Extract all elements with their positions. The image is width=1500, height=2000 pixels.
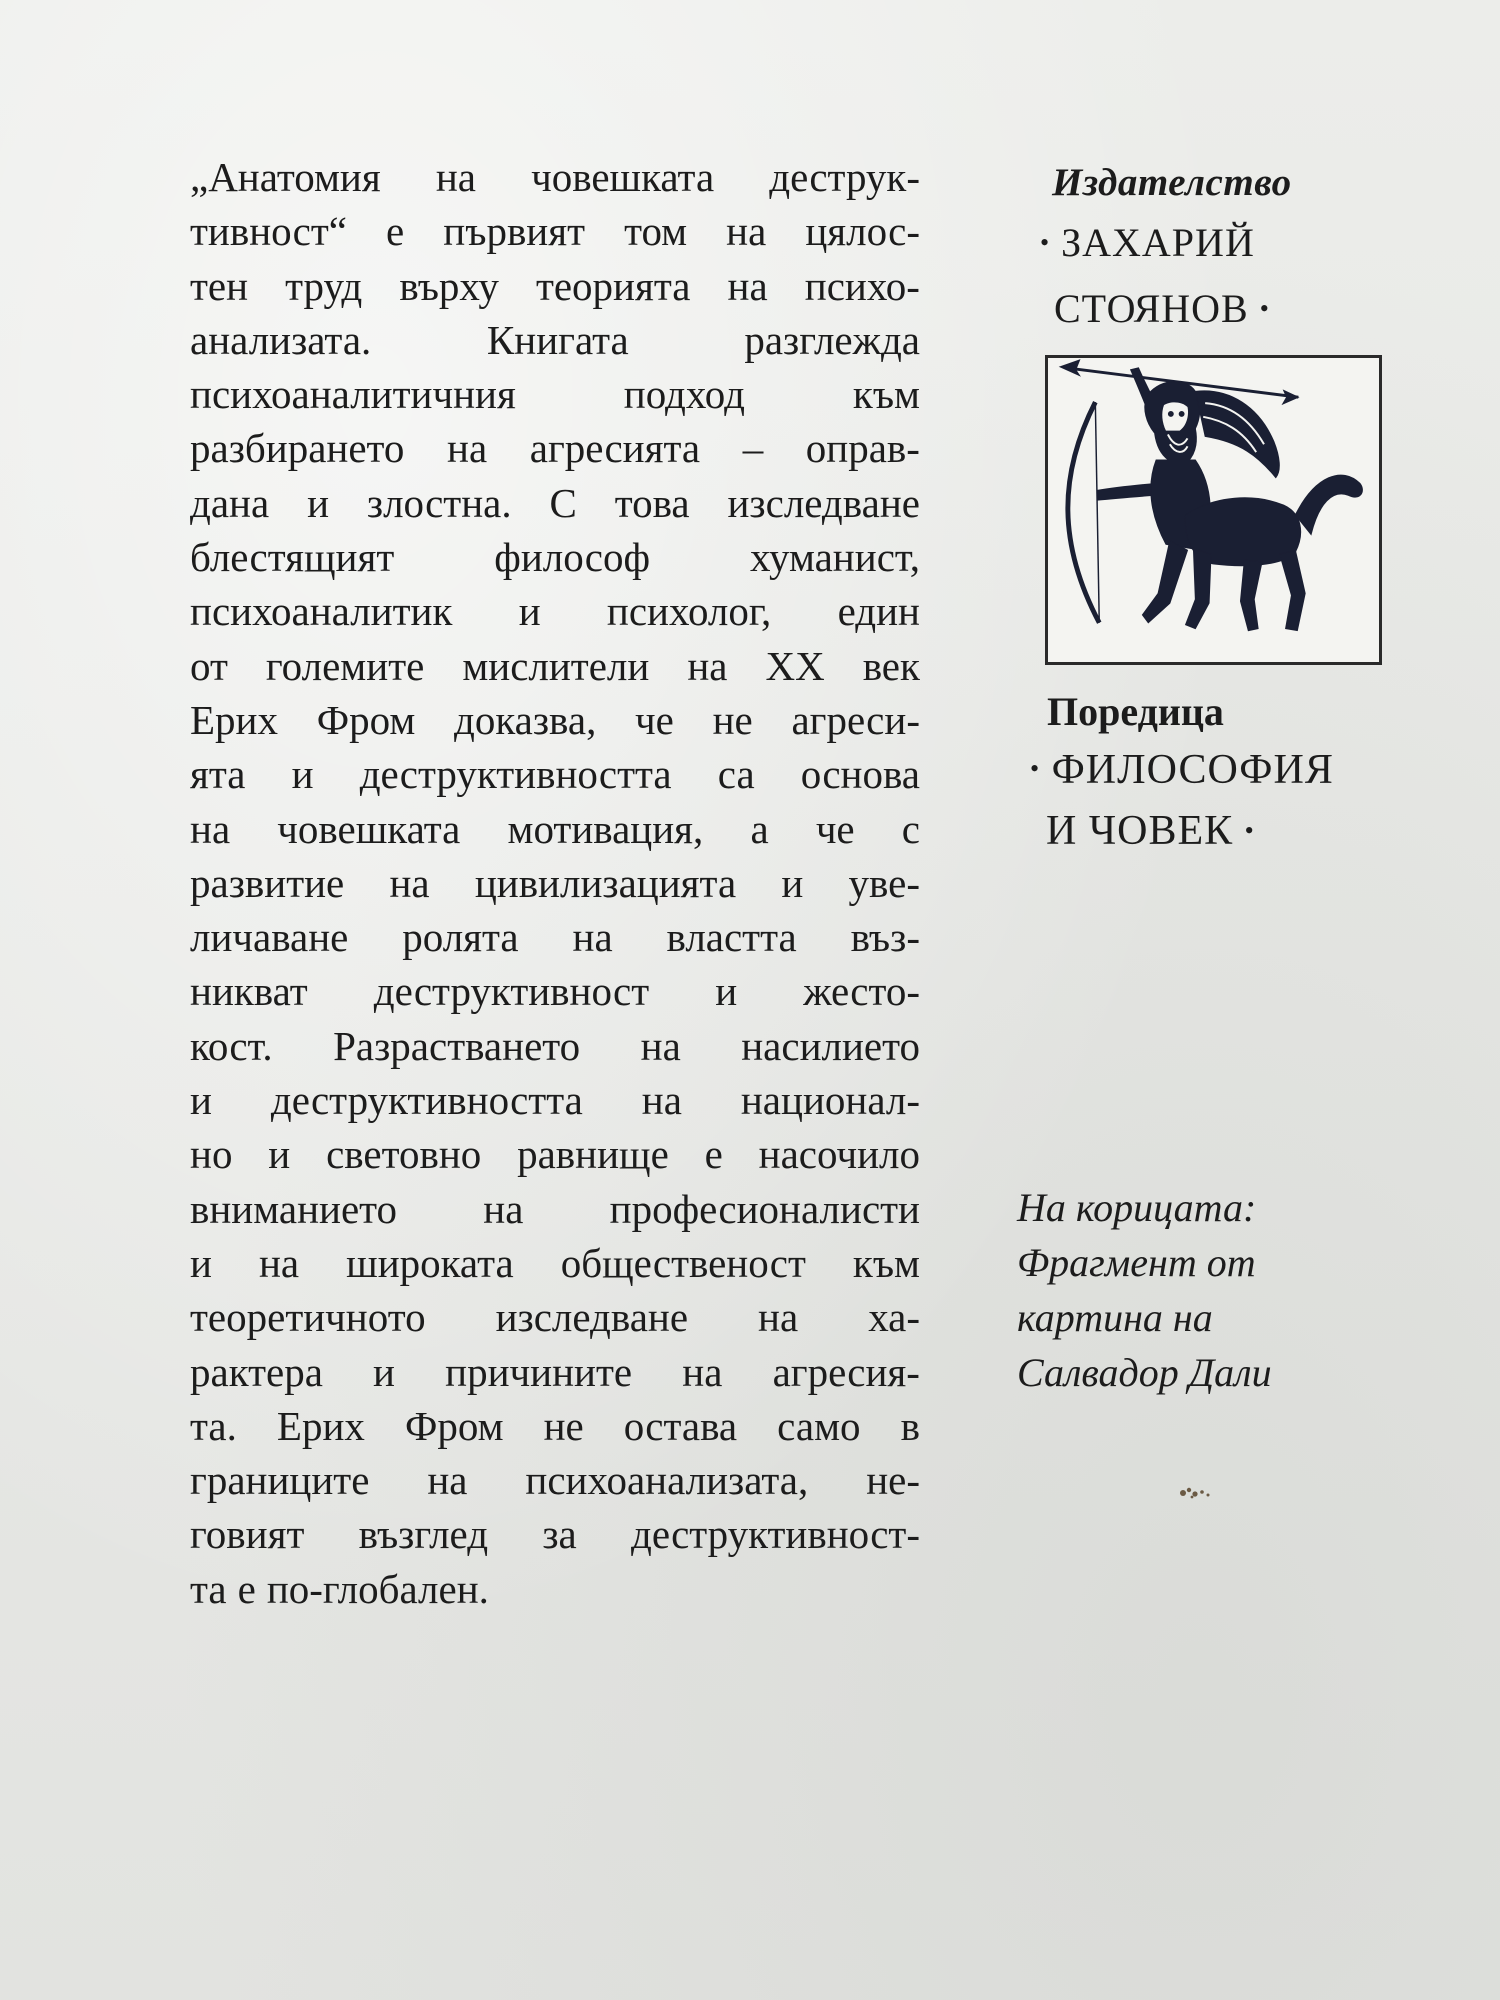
cover-credit xyxy=(1017,1180,1272,1400)
blurb-word: злостна. xyxy=(366,479,512,526)
blurb-word: на xyxy=(427,1457,468,1504)
blurb-word: по-глобален. xyxy=(266,1565,489,1612)
blurb-word: и xyxy=(781,859,804,906)
blurb-word: и xyxy=(373,1348,395,1395)
blurb-word: говият xyxy=(190,1511,305,1558)
blurb-word: жесто- xyxy=(803,968,920,1015)
blurb-word: тен xyxy=(190,262,249,309)
blurb-word: Фром xyxy=(316,696,416,743)
blurb-word: агреси- xyxy=(791,696,920,743)
bullet: • xyxy=(1244,815,1255,845)
blurb-word: ята xyxy=(190,751,246,798)
blurb-line xyxy=(190,1453,920,1507)
blurb-word: на xyxy=(572,914,613,961)
blurb-word: на xyxy=(727,262,768,309)
blurb-word: анализата. xyxy=(190,316,372,363)
blurb-word: Фром xyxy=(404,1402,504,1449)
blurb-word: са xyxy=(717,751,755,798)
blurb-word: та. xyxy=(190,1402,237,1449)
blurb-word: властта xyxy=(666,914,797,961)
blurb-line xyxy=(190,584,920,638)
blurb-word: на xyxy=(190,805,231,852)
blurb-word: на xyxy=(258,1239,300,1286)
blurb-word: насочило xyxy=(758,1131,920,1178)
blurb-line xyxy=(190,1127,920,1181)
blurb-word: Книгата xyxy=(486,316,629,363)
blurb-word: вниманието xyxy=(190,1185,398,1232)
blurb-word: не- xyxy=(866,1457,920,1504)
blurb-word: национал- xyxy=(740,1077,920,1124)
blurb-word: не xyxy=(712,696,753,743)
blurb-word: един xyxy=(837,588,920,635)
blurb-line xyxy=(190,204,920,258)
blurb-word: деструктивността xyxy=(359,751,672,798)
blurb-word: психо- xyxy=(804,262,920,309)
blurb-word: и xyxy=(715,968,738,1015)
blurb-word: само xyxy=(777,1402,861,1449)
blurb-word: с xyxy=(901,805,920,852)
blurb-word: възглед xyxy=(358,1511,489,1558)
blurb-word: „Анатомия xyxy=(190,154,381,200)
blurb-word: та xyxy=(190,1565,227,1612)
blurb-line xyxy=(190,964,920,1018)
blurb-word: агресия- xyxy=(772,1348,920,1395)
blurb-word: С xyxy=(549,479,577,526)
blurb-word: тивност“ xyxy=(190,208,347,255)
blurb-word: това xyxy=(614,479,690,526)
blurb-word: за xyxy=(542,1511,577,1558)
credit-line: Салвадор Дали xyxy=(1017,1350,1272,1395)
blurb-word: границите xyxy=(190,1457,370,1504)
series-name-line1: ФИЛОСОФИЯ xyxy=(1051,747,1334,793)
credit-line: Фрагмент от xyxy=(1017,1240,1256,1285)
blurb-word: уве- xyxy=(848,859,920,906)
blurb-word: мислители xyxy=(462,642,650,689)
blurb-line xyxy=(190,367,920,421)
blurb-word: причините xyxy=(445,1348,633,1395)
blurb-line xyxy=(190,313,920,367)
blurb-word: кост. xyxy=(190,1022,273,1069)
blurb-line xyxy=(190,693,920,747)
blurb-word: е xyxy=(386,208,405,255)
blurb-word: първият xyxy=(443,208,586,255)
blurb-word: ха- xyxy=(868,1294,920,1341)
blurb-word: том xyxy=(624,208,688,255)
blurb-word: на xyxy=(640,1022,681,1069)
blurb-word: Разрастването xyxy=(333,1022,581,1069)
blurb-line xyxy=(190,1345,920,1399)
blurb-word: изследване xyxy=(727,479,920,526)
publisher-label: Издателство xyxy=(1052,161,1292,204)
blurb-word: човешката xyxy=(277,805,461,852)
blurb-word: че xyxy=(635,696,674,743)
blurb-text xyxy=(190,150,920,1616)
blurb-word: труд xyxy=(285,262,363,309)
blurb-word: агресията xyxy=(529,425,701,472)
blurb-word: широката xyxy=(346,1239,514,1286)
blurb-word: но xyxy=(190,1131,233,1178)
series-name-line2: И ЧОВЕК xyxy=(1046,808,1234,855)
blurb-word: философ xyxy=(494,534,651,581)
blurb-word: големите xyxy=(265,642,425,689)
blurb-word: не xyxy=(543,1402,584,1449)
blurb-word: психолог, xyxy=(606,588,772,635)
blurb-word: мотивация, xyxy=(507,805,704,852)
blurb-word: ролята xyxy=(402,914,519,961)
blurb-word: насилието xyxy=(741,1022,920,1069)
blurb-word: – xyxy=(742,425,764,472)
blurb-word: човешката xyxy=(531,154,715,200)
blurb-word: а xyxy=(750,805,769,852)
blurb-line xyxy=(190,150,920,204)
blurb-word: на xyxy=(726,208,767,255)
blurb-word: и xyxy=(268,1131,291,1178)
blurb-word: оправ- xyxy=(805,425,920,472)
blurb-line xyxy=(190,1019,920,1073)
series-name xyxy=(1030,741,1334,864)
blurb-word: подход xyxy=(623,371,745,418)
blurb-word: и xyxy=(307,479,330,526)
blurb-word: деструктивността xyxy=(270,1077,583,1124)
blurb-word: развитие xyxy=(190,859,345,906)
blurb-word: разглежда xyxy=(744,316,920,363)
blurb-word: и xyxy=(518,588,541,635)
paper-speck xyxy=(1175,1483,1215,1503)
blurb-word: на xyxy=(435,154,476,200)
blurb-word: дана xyxy=(190,479,270,526)
blurb-word: психоаналитик xyxy=(190,588,453,635)
blurb-word: деструк- xyxy=(769,154,920,200)
blurb-word: въз- xyxy=(850,914,920,961)
blurb-word: че xyxy=(815,805,855,852)
blurb-word: хуманист, xyxy=(750,534,920,581)
centaur-archer-icon xyxy=(1045,355,1382,665)
blurb-word: на xyxy=(758,1294,799,1341)
blurb-word: е xyxy=(237,1565,256,1612)
blurb-word: световно xyxy=(326,1131,482,1178)
bullet: • xyxy=(1040,227,1051,257)
blurb-word: и xyxy=(291,751,314,798)
blurb-line xyxy=(190,1562,920,1616)
blurb-word: никват xyxy=(190,968,308,1015)
blurb-word: цялос- xyxy=(805,208,920,255)
blurb-line xyxy=(190,1290,920,1344)
blurb-word: остава xyxy=(623,1402,738,1449)
blurb-word: в xyxy=(900,1402,920,1449)
blurb-word: психоаналитичния xyxy=(190,371,516,418)
blurb-line xyxy=(190,259,920,313)
blurb-word: деструктивност- xyxy=(630,1511,920,1558)
blurb-word: на xyxy=(483,1185,524,1232)
blurb-word: личаване xyxy=(190,914,349,961)
blurb-line xyxy=(190,1507,920,1561)
credit-line: На корицата: xyxy=(1017,1185,1257,1230)
blurb-line xyxy=(190,910,920,964)
blurb-word: е xyxy=(704,1131,723,1178)
blurb-line xyxy=(190,530,920,584)
blurb-word: към xyxy=(852,371,920,418)
blurb-word: Ерих xyxy=(276,1402,365,1449)
blurb-word: цивилизацията xyxy=(474,859,737,906)
blurb-line xyxy=(190,1182,920,1236)
blurb-line xyxy=(190,1073,920,1127)
blurb-line xyxy=(190,802,920,856)
blurb-word: на xyxy=(682,1348,723,1395)
blurb-word: общественост xyxy=(560,1239,806,1286)
blurb-word: и xyxy=(190,1077,212,1124)
blurb-line xyxy=(190,747,920,801)
blurb-word: теорията xyxy=(535,262,691,309)
blurb-word: изследване xyxy=(495,1294,689,1341)
blurb-word: теоретичното xyxy=(190,1294,426,1341)
blurb-word: към xyxy=(852,1239,920,1286)
blurb-word: век xyxy=(862,642,920,689)
blurb-line xyxy=(190,421,920,475)
blurb-line xyxy=(190,1236,920,1290)
blurb-word: на xyxy=(641,1077,682,1124)
bullet: • xyxy=(1259,293,1270,323)
blurb-word: XX xyxy=(765,642,825,689)
credit-line: картина на xyxy=(1017,1295,1213,1340)
series-label: Поредица xyxy=(1047,689,1224,734)
bullet: • xyxy=(1030,754,1041,784)
blurb-word: на xyxy=(447,425,488,472)
publisher-name-line2: СТОЯНОВ xyxy=(1054,285,1249,331)
blurb-word: на xyxy=(687,642,728,689)
blurb-word: равнище xyxy=(517,1131,669,1178)
blurb-line xyxy=(190,1399,920,1453)
blurb-word: доказва, xyxy=(454,696,597,743)
blurb-line xyxy=(190,856,920,910)
blurb-word: основа xyxy=(800,751,920,798)
blurb-word: от xyxy=(190,642,228,689)
blurb-word: психоанализата, xyxy=(525,1457,809,1504)
blurb-line xyxy=(190,639,920,693)
blurb-word: на xyxy=(389,859,430,906)
blurb-word: деструктивност xyxy=(373,968,650,1015)
blurb-line xyxy=(190,476,920,530)
blurb-word: и xyxy=(190,1239,212,1286)
publisher-name xyxy=(1040,212,1270,344)
blurb-word: рактера xyxy=(190,1348,323,1395)
blurb-word: Ерих xyxy=(190,696,278,743)
blurb-word: разбирането xyxy=(190,425,405,472)
blurb-word: професионалисти xyxy=(609,1185,920,1232)
publisher-name-line1: ЗАХАРИЙ xyxy=(1061,220,1255,265)
blurb-word: блестящият xyxy=(190,534,395,581)
blurb-word: върху xyxy=(399,262,499,309)
